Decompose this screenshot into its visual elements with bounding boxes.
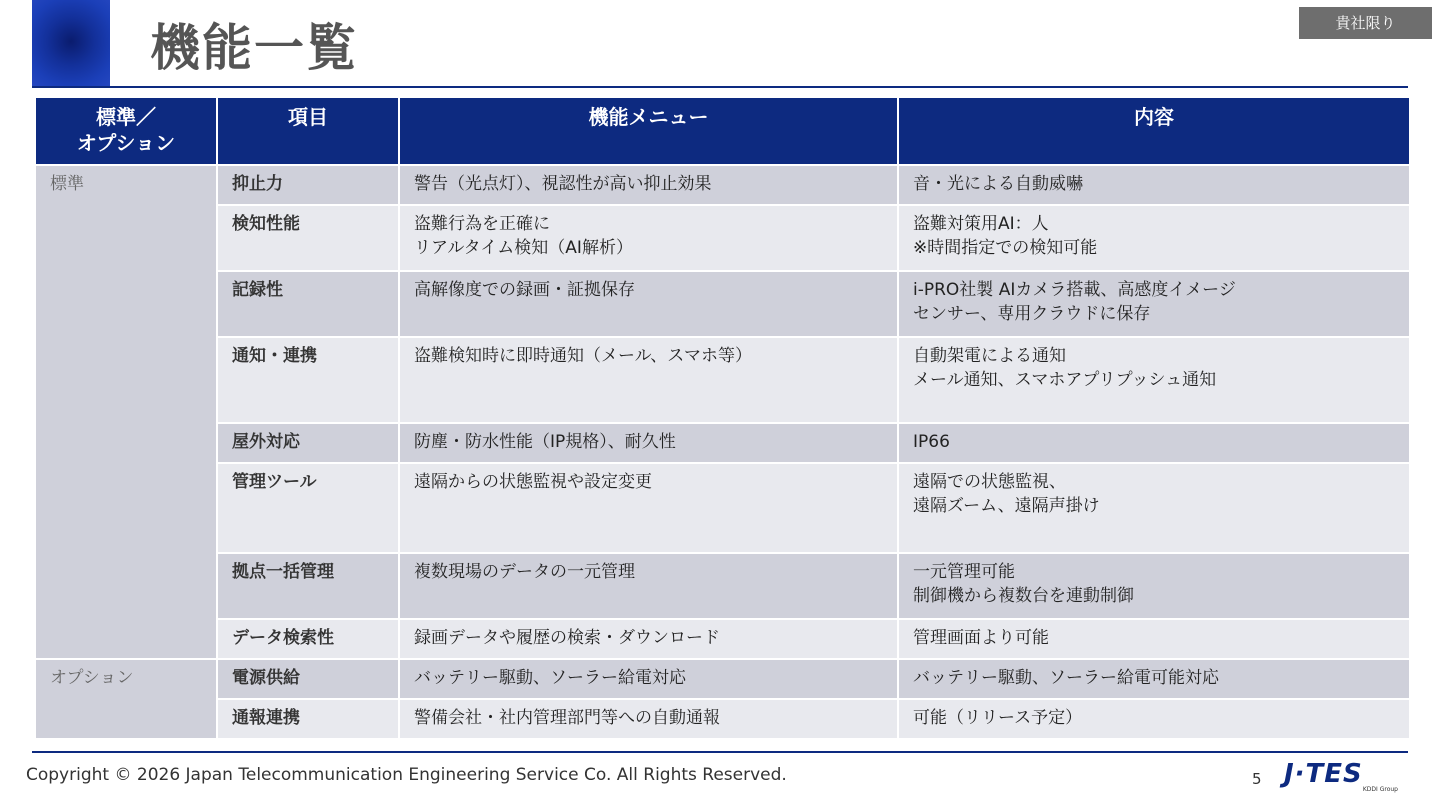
- table-row: [36, 206, 1409, 270]
- row-menu: 防塵・防水性能（IP規格）、耐久性: [400, 424, 897, 462]
- page-number: 5: [1252, 770, 1262, 788]
- row-content: 盗難対策用AI：人 ※時間指定での検知可能: [899, 206, 1409, 270]
- row-content: i-PRO社製 AIカメラ搭載、高感度イメージ センサー、専用クラウドに保存: [899, 272, 1409, 336]
- row-menu: 複数現場のデータの一元管理: [400, 554, 897, 618]
- table-row: [36, 424, 1409, 462]
- row-content: 遠隔での状態監視、 遠隔ズーム、遠隔声掛け: [899, 464, 1409, 552]
- row-item: 管理ツール: [218, 464, 398, 552]
- header-menu: 機能メニュー: [400, 98, 897, 164]
- row-item: 通報連携: [218, 700, 398, 738]
- row-item: 拠点一括管理: [218, 554, 398, 618]
- row-content: 管理画面より可能: [899, 620, 1409, 658]
- table-row: [36, 554, 1409, 618]
- company-logo: [1284, 759, 1404, 795]
- row-menu: 録画データや履歴の検索・ダウンロード: [400, 620, 897, 658]
- row-menu: 盗難行為を正確に リアルタイム検知（AI解析）: [400, 206, 897, 270]
- title-divider: [32, 86, 1408, 88]
- row-menu: 警告（光点灯）、視認性が高い抑止効果: [400, 166, 897, 204]
- category-standard: 標準: [36, 166, 216, 658]
- row-item: 記録性: [218, 272, 398, 336]
- row-content: 一元管理可能 制御機から複数台を連動制御: [899, 554, 1409, 618]
- row-menu: 遠隔からの状態監視や設定変更: [400, 464, 897, 552]
- row-item: 検知性能: [218, 206, 398, 270]
- table-row: [36, 166, 1409, 204]
- row-menu: バッテリー駆動、ソーラー給電対応: [400, 660, 897, 698]
- table-row: [36, 272, 1409, 336]
- table-row: [36, 700, 1409, 738]
- row-menu: 高解像度での録画・証拠保存: [400, 272, 897, 336]
- row-item: データ検索性: [218, 620, 398, 658]
- header-content: 内容: [899, 98, 1409, 164]
- page-title: 機能一覧: [150, 19, 358, 77]
- logo-square: [32, 0, 110, 86]
- row-content: 音・光による自動威嚇: [899, 166, 1409, 204]
- row-content: 自動架電による通知 メール通知、スマホアプリプッシュ通知: [899, 338, 1409, 422]
- company-logo-subtext: KDDI Group: [1362, 786, 1398, 793]
- table-header-row: [36, 98, 1409, 164]
- copyright-text: Copyright © 2026 Japan Telecommunication Engineering Service Co. All Rights Reserved.: [26, 765, 787, 785]
- table-row: [36, 464, 1409, 552]
- feature-table: [34, 96, 1411, 740]
- row-content: 可能（リリース予定）: [899, 700, 1409, 738]
- row-menu: 盗難検知時に即時通知（メール、スマホ等）: [400, 338, 897, 422]
- row-content: IP66: [899, 424, 1409, 462]
- row-item: 抑止力: [218, 166, 398, 204]
- header-item: 項目: [218, 98, 398, 164]
- row-menu: 警備会社・社内管理部門等への自動通報: [400, 700, 897, 738]
- row-item: 屋外対応: [218, 424, 398, 462]
- row-item: 電源供給: [218, 660, 398, 698]
- category-option: オプション: [36, 660, 216, 738]
- table-row: [36, 620, 1409, 658]
- row-content: バッテリー駆動、ソーラー給電可能対応: [899, 660, 1409, 698]
- table-row: [36, 660, 1409, 698]
- table-row: [36, 338, 1409, 422]
- confidential-badge: 貴社限り: [1299, 7, 1432, 39]
- footer-divider: [32, 751, 1408, 753]
- company-logo-text: J·TES: [1284, 759, 1363, 789]
- row-item: 通知・連携: [218, 338, 398, 422]
- header-category: 標準／ オプション: [36, 98, 216, 164]
